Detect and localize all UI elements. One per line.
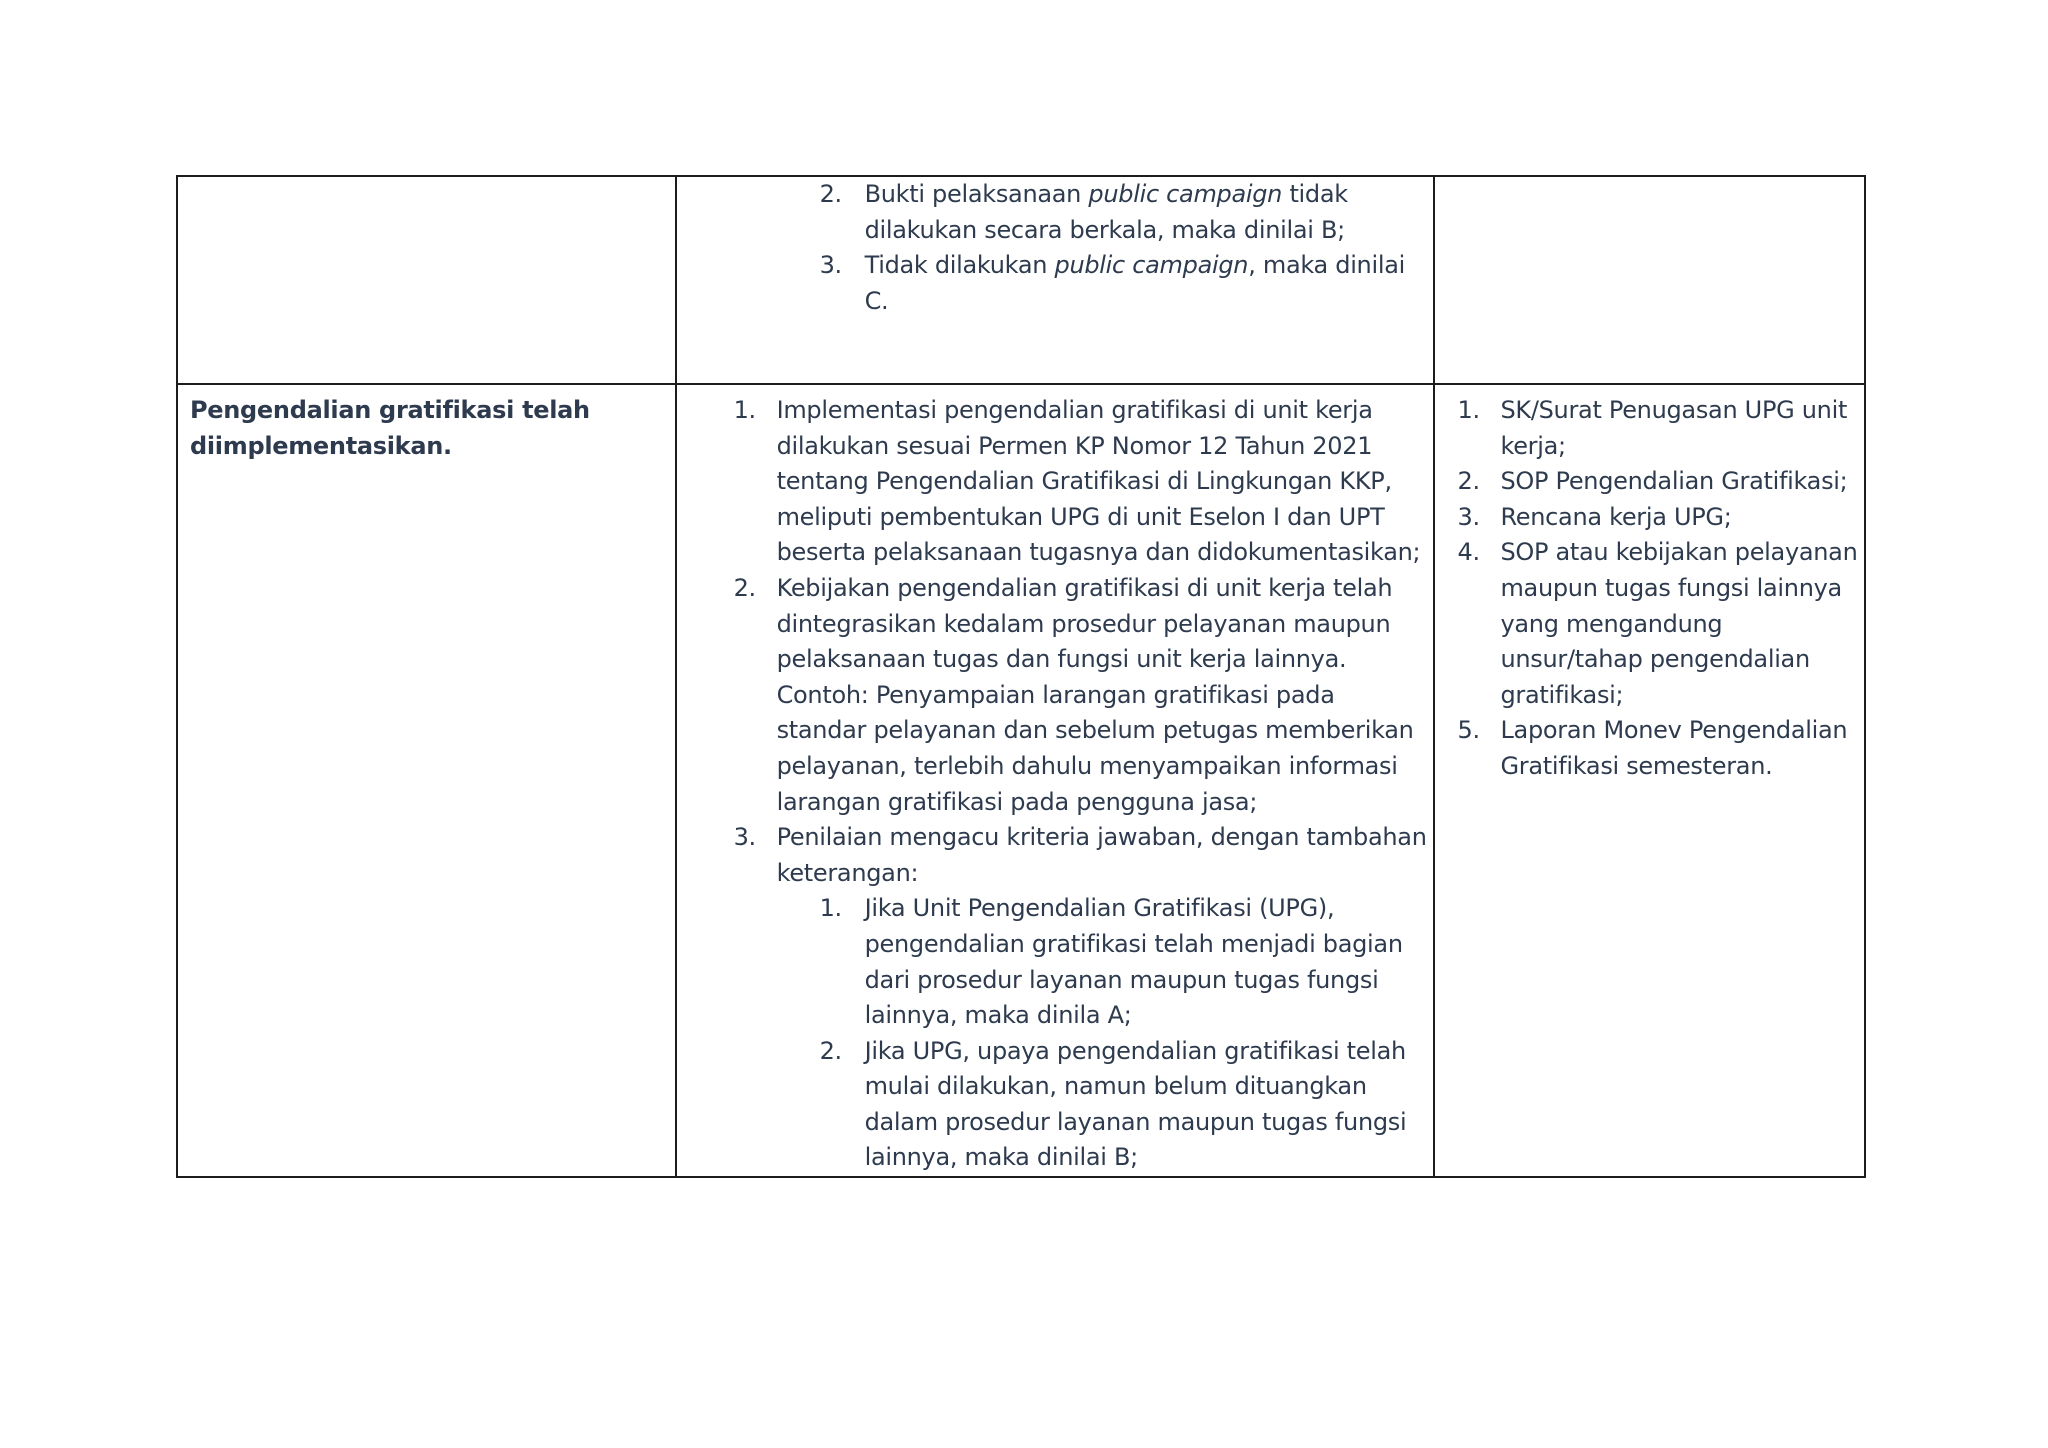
list-text-suffix: , maka dinilai C.	[864, 251, 1405, 315]
list-text: Laporan Monev Pengendalian Gratifikasi semesteran.	[1500, 716, 1848, 780]
list-text: SK/Surat Penugasan UPG unit kerja;	[1500, 396, 1848, 460]
evidence-cell	[1434, 176, 1865, 384]
criteria-text	[178, 177, 675, 185]
list-text-italic: public campaign	[1088, 180, 1283, 208]
list-text-suffix: tidak dilakukan secara berkala, maka dinilai B;	[864, 180, 1348, 244]
list-text: Rencana kerja UPG;	[1500, 502, 1732, 531]
list-number: 3.	[1457, 502, 1480, 531]
list-text-italic: public campaign	[1054, 251, 1249, 280]
list-text-prefix: Tidak dilakukan	[864, 251, 1055, 280]
list-item	[677, 820, 1428, 891]
list-text: SOP atau kebijakan pelayanan maupun tugas fungsi lainnya yang mengandung unsur/tahap pengendalian gratifikasi;	[1500, 538, 1858, 709]
criteria-text: Pengendalian gratifikasi telah diimplementasikan.	[190, 396, 590, 460]
explanation-cell	[676, 176, 1435, 384]
list-item	[677, 393, 1428, 571]
list-item	[677, 177, 1428, 248]
list-text-prefix: Bukti pelaksanaan	[864, 180, 1089, 208]
list-text: Penilaian mengacu kriteria jawaban, dengan tambahan keterangan:	[776, 823, 1427, 887]
list-number: 3.	[819, 251, 842, 280]
evidence-cell	[1434, 384, 1865, 1177]
list-number: 1.	[733, 396, 756, 424]
sub-list-item	[677, 1034, 1428, 1176]
evidence-item	[1435, 393, 1860, 464]
list-text: Implementasi pengendalian gratifikasi di unit kerja dilakukan sesuai Permen KP Nomor 12 Tahun 2021 tentang Pengendalian Gratifikasi di Lingkungan KKP, meliputi pembentukan UPG di unit Eselon I dan UPT beserta pelaksanaan tugasnya dan didokumentasikan;	[776, 396, 1421, 567]
list-number: 2.	[1457, 467, 1480, 496]
list-number: 2.	[819, 180, 842, 208]
list-text: Jika Unit Pengendalian Gratifikasi (UPG), pengendalian gratifikasi telah menjadi bagian dari prosedur layanan maupun tugas fungsi lainnya, maka dinila A;	[864, 894, 1403, 1030]
list-item	[677, 248, 1428, 319]
list-number: 2.	[819, 1036, 842, 1065]
list-text: Kebijakan pengendalian gratifikasi di unit kerja telah dintegrasikan kedalam prosedur pelayanan maupun pelaksanaan tugas dan fungsi unit kerja lainnya. Contoh: Penyampaian larangan gratifikasi pada standar pelayanan dan sebelum petugas memberikan pelayanan, terlebih dahulu menyampaikan informasi larangan gratifikasi pada pengguna jasa;	[776, 573, 1414, 816]
list-number: 3.	[733, 823, 756, 852]
evidence-item	[1435, 535, 1860, 713]
list-number: 1.	[1457, 396, 1480, 424]
evidence-item	[1435, 500, 1860, 536]
table-row	[177, 384, 1865, 1177]
evidence-item	[1435, 713, 1860, 784]
list-text: Jika UPG, upaya pengendalian gratifikasi telah mulai dilakukan, namun belum dituangkan dalam prosedur layanan maupun tugas fungsi lainnya, maka dinilai B;	[864, 1036, 1407, 1172]
list-number: 5.	[1457, 716, 1480, 745]
explanation-cell	[676, 384, 1435, 1177]
assessment-table	[176, 175, 1866, 1178]
list-number: 1.	[819, 894, 842, 923]
list-number: 4.	[1457, 538, 1480, 567]
list-text: SOP Pengendalian Gratifikasi;	[1500, 467, 1848, 496]
criteria-cell	[177, 384, 676, 1177]
list-item	[677, 571, 1428, 820]
list-number: 2.	[733, 573, 756, 602]
sub-list-item	[677, 891, 1428, 1033]
criteria-cell	[177, 176, 676, 384]
table-row	[177, 176, 1865, 384]
evidence-item	[1435, 464, 1860, 500]
